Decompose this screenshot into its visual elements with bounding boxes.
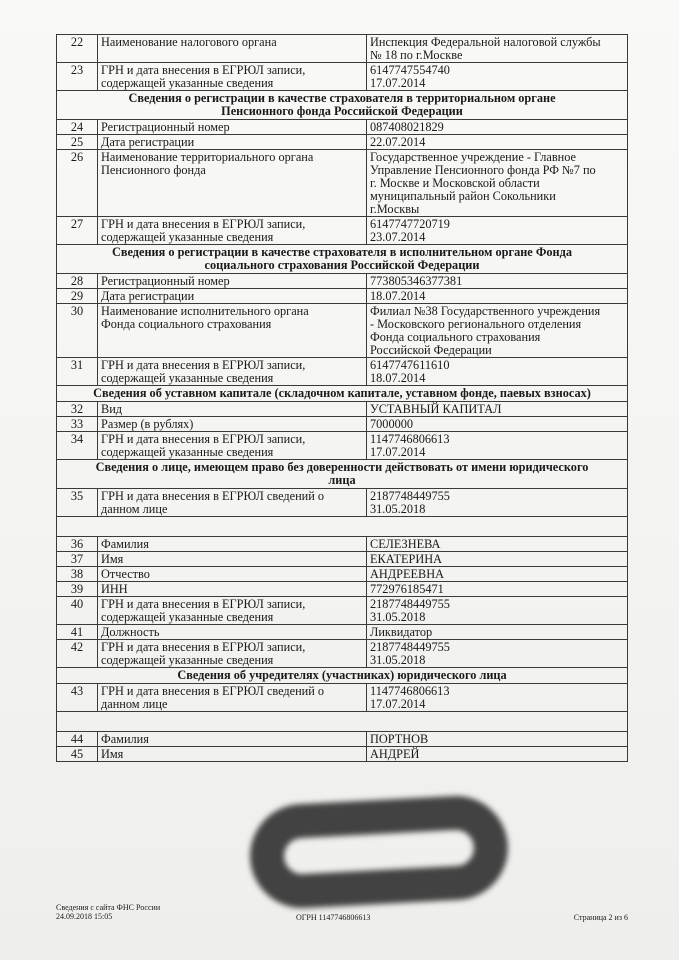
field-label-line: Фонда социального страхования [101, 317, 272, 331]
field-value [367, 537, 628, 552]
table-row [57, 217, 628, 245]
field-value-line: - Московского регионального отделения [370, 317, 582, 331]
field-label-line: данном лице [101, 697, 168, 711]
field-value-line: СЕЛЕЗНЕВА [370, 537, 441, 551]
row-number: 40 [57, 597, 98, 625]
footer-page-number: Страница 2 из 6 [573, 913, 628, 922]
section-title-line: Сведения о лице, имеющем право без доверенности действовать от имени юридического [95, 460, 589, 474]
egrul-table-body [57, 35, 628, 762]
field-value [367, 747, 628, 762]
field-label [98, 432, 367, 460]
row-number: 34 [57, 432, 98, 460]
section-title-line: Сведения о регистрации в качестве страхователя в территориальном органе [128, 91, 556, 105]
field-value [367, 567, 628, 582]
field-value-line: ПОРТНОВ [370, 732, 429, 746]
field-value-line: 31.05.2018 [370, 610, 426, 624]
row-number: 45 [57, 747, 98, 762]
field-value [367, 552, 628, 567]
field-value-line: 17.07.2014 [370, 697, 426, 711]
field-label-line: ИНН [101, 582, 128, 596]
field-label [98, 304, 367, 358]
row-number: 29 [57, 289, 98, 304]
field-label-line: содержащей указанные сведения [101, 76, 274, 90]
row-number: 44 [57, 732, 98, 747]
row-number: 27 [57, 217, 98, 245]
field-label-line: Дата регистрации [101, 289, 195, 303]
table-row [57, 120, 628, 135]
field-label [98, 135, 367, 150]
field-value-line: АНДРЕЕВНА [370, 567, 444, 581]
field-label [98, 358, 367, 386]
table-row [57, 567, 628, 582]
footer-source [56, 903, 160, 921]
field-label [98, 640, 367, 668]
field-label-line: ГРН и дата внесения в ЕГРЮЛ записи, [101, 358, 306, 372]
row-number: 33 [57, 417, 98, 432]
field-value-line: 17.07.2014 [370, 445, 426, 459]
row-number: 38 [57, 567, 98, 582]
field-label-line: Наименование исполнительного органа [101, 304, 309, 318]
row-number: 39 [57, 582, 98, 597]
section-header-row [57, 668, 628, 684]
field-label [98, 417, 367, 432]
row-number: 25 [57, 135, 98, 150]
field-label [98, 552, 367, 567]
row-number: 24 [57, 120, 98, 135]
field-value-line: 18.07.2014 [370, 371, 426, 385]
field-label-line: содержащей указанные сведения [101, 653, 274, 667]
section-title [57, 460, 628, 489]
row-number: 23 [57, 63, 98, 91]
field-label-line: Отчество [101, 567, 150, 581]
section-header-row [57, 460, 628, 489]
field-label-line: Регистрационный номер [101, 120, 230, 134]
field-value [367, 732, 628, 747]
section-title-line: лица [328, 473, 356, 487]
row-number: 28 [57, 274, 98, 289]
field-value-line: 1147746806613 [370, 684, 450, 698]
row-number: 35 [57, 489, 98, 517]
field-value [367, 135, 628, 150]
field-value [367, 289, 628, 304]
field-label [98, 150, 367, 217]
field-value-line: г.Москвы [370, 202, 420, 216]
footer-source-line1: Сведения с сайта ФНС России [56, 903, 161, 912]
table-row [57, 289, 628, 304]
field-label-line: содержащей указанные сведения [101, 445, 274, 459]
field-label-line: Дата регистрации [101, 135, 195, 149]
table-row [57, 537, 628, 552]
field-value-line: 7000000 [370, 417, 414, 431]
field-label [98, 625, 367, 640]
field-label-line: ГРН и дата внесения в ЕГРЮЛ записи, [101, 640, 306, 654]
field-label [98, 684, 367, 712]
field-value-line: № 18 по г.Москве [370, 48, 463, 62]
section-header-row [57, 245, 628, 274]
field-value [367, 684, 628, 712]
section-title [57, 386, 628, 402]
field-label [98, 732, 367, 747]
field-value-line: 31.05.2018 [370, 653, 426, 667]
field-value [367, 217, 628, 245]
row-number: 30 [57, 304, 98, 358]
table-row [57, 304, 628, 358]
field-value [367, 63, 628, 91]
field-value-line: г. Москве и Московской области [370, 176, 540, 190]
field-value [367, 120, 628, 135]
field-label [98, 217, 367, 245]
field-label-line: ГРН и дата внесения в ЕГРЮЛ сведений о [101, 489, 325, 503]
section-title-line: Сведения об уставном капитале (складочном капитале, уставном фонде, паевых взносах) [93, 386, 591, 400]
table-row [57, 150, 628, 217]
field-label-line: содержащей указанные сведения [101, 610, 274, 624]
table-row [57, 135, 628, 150]
field-value-line: 773805346377381 [370, 274, 463, 288]
row-number: 31 [57, 358, 98, 386]
field-label-line: Имя [101, 552, 124, 566]
field-label [98, 567, 367, 582]
field-value [367, 625, 628, 640]
table-row [57, 732, 628, 747]
field-value [367, 489, 628, 517]
table-row [57, 274, 628, 289]
field-value [367, 597, 628, 625]
egrul-table [56, 34, 628, 762]
field-value [367, 417, 628, 432]
row-number: 26 [57, 150, 98, 217]
field-label [98, 274, 367, 289]
table-row [57, 63, 628, 91]
field-label-line: Фамилия [101, 732, 149, 746]
field-value-line: АНДРЕЙ [370, 747, 420, 761]
section-title-line: Сведения об учредителях (участниках) юридического лица [177, 668, 507, 682]
field-label-line: содержащей указанные сведения [101, 371, 274, 385]
field-value-line: Филиал №38 Государственного учреждения [370, 304, 601, 318]
field-value [367, 640, 628, 668]
blank-cell [57, 517, 628, 537]
section-title [57, 668, 628, 684]
table-row [57, 417, 628, 432]
field-label-line: ГРН и дата внесения в ЕГРЮЛ записи, [101, 63, 306, 77]
field-label-line: Размер (в рублях) [101, 417, 194, 431]
field-value-line: муниципальный район Сокольники [370, 189, 556, 203]
field-label-line: Наименование территориального органа [101, 150, 314, 164]
field-label-line: Регистрационный номер [101, 274, 230, 288]
field-value [367, 432, 628, 460]
field-value [367, 304, 628, 358]
field-label-line: Должность [101, 625, 160, 639]
table-row [57, 582, 628, 597]
row-number: 43 [57, 684, 98, 712]
field-value-line: ЕКАТЕРИНА [370, 552, 443, 566]
table-row [57, 358, 628, 386]
row-number: 32 [57, 402, 98, 417]
field-label-line: Имя [101, 747, 124, 761]
field-label [98, 120, 367, 135]
field-value-line: 772976185471 [370, 582, 444, 596]
field-label-line: Пенсионного фонда [101, 163, 206, 177]
field-label [98, 63, 367, 91]
field-value-line: 2187748449755 [370, 489, 450, 503]
field-label-line: Фамилия [101, 537, 149, 551]
section-header-row [57, 91, 628, 120]
table-row [57, 747, 628, 762]
row-number: 37 [57, 552, 98, 567]
field-value-line: Управление Пенсионного фонда РФ №7 по [370, 163, 596, 177]
table-row [57, 432, 628, 460]
row-number: 41 [57, 625, 98, 640]
blank-row [57, 712, 628, 732]
field-value-line: Фонда социального страхования [370, 330, 541, 344]
field-label [98, 597, 367, 625]
blank-cell [57, 712, 628, 732]
table-row [57, 489, 628, 517]
section-header-row [57, 386, 628, 402]
field-value [367, 274, 628, 289]
section-title-line: Сведения о регистрации в качестве страхователя в исполнительном органе Фонда [111, 245, 573, 259]
table-row [57, 35, 628, 63]
field-label-line: Вид [101, 402, 123, 416]
field-value-line: Инспекция Федеральной налоговой службы [370, 35, 601, 49]
field-label [98, 489, 367, 517]
field-label [98, 582, 367, 597]
field-value-line: 23.07.2014 [370, 230, 426, 244]
row-number: 42 [57, 640, 98, 668]
table-row [57, 597, 628, 625]
table-row [57, 402, 628, 417]
table-row [57, 552, 628, 567]
field-value-line: 31.05.2018 [370, 502, 426, 516]
field-label-line: содержащей указанные сведения [101, 230, 274, 244]
field-label-line: ГРН и дата внесения в ЕГРЮЛ сведений о [101, 684, 325, 698]
section-title [57, 91, 628, 120]
field-value-line: 18.07.2014 [370, 289, 426, 303]
field-value-line: 2187748449755 [370, 597, 450, 611]
footer-ogrn: ОГРН 1147746806613 [296, 913, 371, 922]
field-value-line: 6147747720719 [370, 217, 450, 231]
field-value-line: 22.07.2014 [370, 135, 426, 149]
row-number: 22 [57, 35, 98, 63]
field-label-line: Наименование налогового органа [101, 35, 277, 49]
field-value [367, 150, 628, 217]
section-title-line: социального страхования Российской Федерации [204, 258, 480, 272]
field-value-line: Российской Федерации [370, 343, 492, 357]
field-value-line: 6147747611610 [370, 358, 450, 372]
field-label-line: данном лице [101, 502, 168, 516]
field-value [367, 582, 628, 597]
field-value-line: 17.07.2014 [370, 76, 426, 90]
table-row [57, 640, 628, 668]
field-label-line: ГРН и дата внесения в ЕГРЮЛ записи, [101, 597, 306, 611]
field-label [98, 35, 367, 63]
field-value-line: Ликвидатор [370, 625, 433, 639]
page-footer [56, 903, 628, 927]
field-value [367, 358, 628, 386]
handwritten-marker-circle [247, 793, 510, 910]
field-value-line: 6147747554740 [370, 63, 450, 77]
field-label [98, 402, 367, 417]
field-value-line: 087408021829 [370, 120, 444, 134]
field-value [367, 35, 628, 63]
field-value-line: 2187748449755 [370, 640, 450, 654]
field-label [98, 289, 367, 304]
field-value-line: 1147746806613 [370, 432, 450, 446]
table-row [57, 625, 628, 640]
field-value-line: Государственное учреждение - Главное [370, 150, 576, 164]
blank-row [57, 517, 628, 537]
field-label-line: ГРН и дата внесения в ЕГРЮЛ записи, [101, 217, 306, 231]
row-number: 36 [57, 537, 98, 552]
footer-source-line2: 24.09.2018 15:05 [56, 912, 113, 921]
section-title [57, 245, 628, 274]
field-label [98, 747, 367, 762]
table-row [57, 684, 628, 712]
field-label-line: ГРН и дата внесения в ЕГРЮЛ записи, [101, 432, 306, 446]
field-value-line: УСТАВНЫЙ КАПИТАЛ [370, 402, 502, 416]
field-label [98, 537, 367, 552]
section-title-line: Пенсионного фонда Российской Федерации [221, 104, 463, 118]
field-value [367, 402, 628, 417]
